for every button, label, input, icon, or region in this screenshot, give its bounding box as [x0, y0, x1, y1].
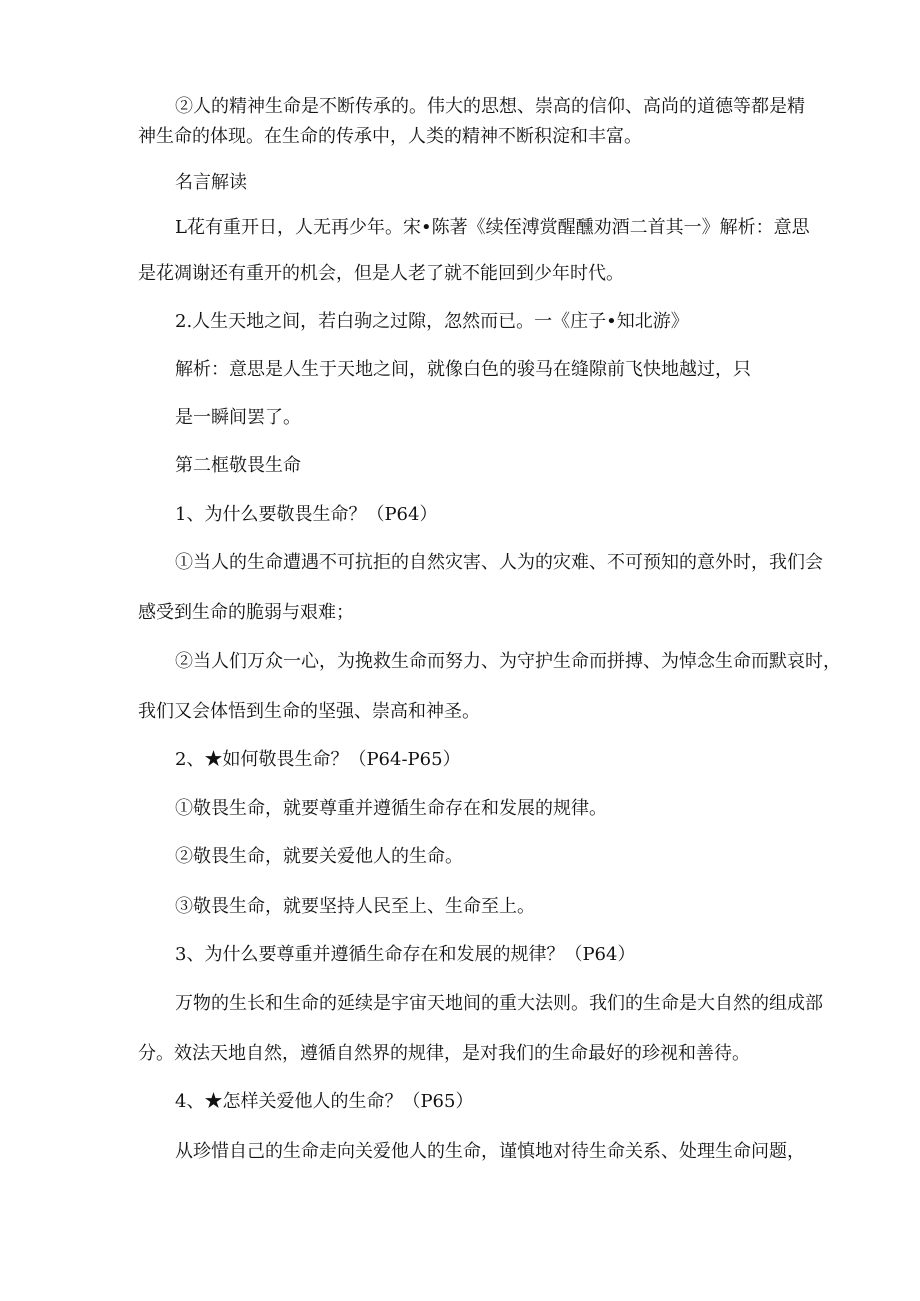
paragraph-line: 感受到生命的脆弱与艰难； — [138, 602, 354, 623]
paragraph-line: ②人的精神生命是不断传承的。伟大的思想、崇高的信仰、高尚的道德等都是精 — [175, 96, 805, 117]
paragraph-line: 是一瞬间罢了。 — [175, 407, 301, 428]
list-item: ①敬畏生命，就要尊重并遵循生命存在和发展的规律。 — [175, 798, 607, 819]
paragraph-line: 分。效法天地自然，遵循自然界的规律，是对我们的生命最好的珍视和善待。 — [138, 1043, 750, 1064]
paragraph-line: 我们又会体悟到生命的坚强、崇高和神圣。 — [138, 701, 480, 722]
paragraph-line: 是花凋谢还有重开的机会，但是人老了就不能回到少年时代。 — [138, 263, 624, 284]
list-item: ②敬畏生命，就要关爱他人的生命。 — [175, 846, 463, 867]
paragraph-line: 神生命的体现。在生命的传承中，人类的精神不断积淀和丰富。 — [138, 126, 642, 147]
question-heading: 2、★如何敬畏生命？（P64-P65） — [175, 749, 461, 770]
paragraph-line: ①当人的生命遭遇不可抗拒的自然灾害、人为的灾难、不可预知的意外时，我们会 — [175, 552, 823, 573]
list-item: ③敬畏生命，就要坚持人民至上、生命至上。 — [175, 896, 535, 917]
section-heading: 第二框敬畏生命 — [175, 455, 301, 476]
paragraph-line: L花有重开日，人无再少年。宋•陈著《续侄溥赏醒醺劝酒二首其一》解析：意思 — [175, 217, 810, 238]
paragraph-line: ②当人们万众一心，为挽救生命而努力、为守护生命而拼搏、为悼念生命而默哀时， — [175, 651, 841, 672]
question-heading: 4、★怎样关爱他人的生命？（P65） — [175, 1091, 474, 1112]
question-heading: 1、为什么要敬畏生命？（P64） — [175, 504, 438, 525]
question-heading: 3、为什么要尊重并遵循生命存在和发展的规律？（P64） — [175, 944, 636, 965]
paragraph-line: 解析：意思是人生于天地之间，就像白色的骏马在缝隙前飞快地越过，只 — [175, 359, 751, 380]
section-heading: 名言解读 — [175, 172, 247, 193]
paragraph-line: 万物的生长和生命的延续是宇宙天地间的重大法则。我们的生命是大自然的组成部 — [175, 993, 823, 1014]
paragraph-line: 从珍惜自己的生命走向关爱他人的生命，谨慎地对待生命关系、处理生命问题， — [175, 1141, 805, 1162]
paragraph-line: 2.人生天地之间，若白驹之过隙，忽然而已。一《庄子•知北游》 — [175, 311, 689, 332]
